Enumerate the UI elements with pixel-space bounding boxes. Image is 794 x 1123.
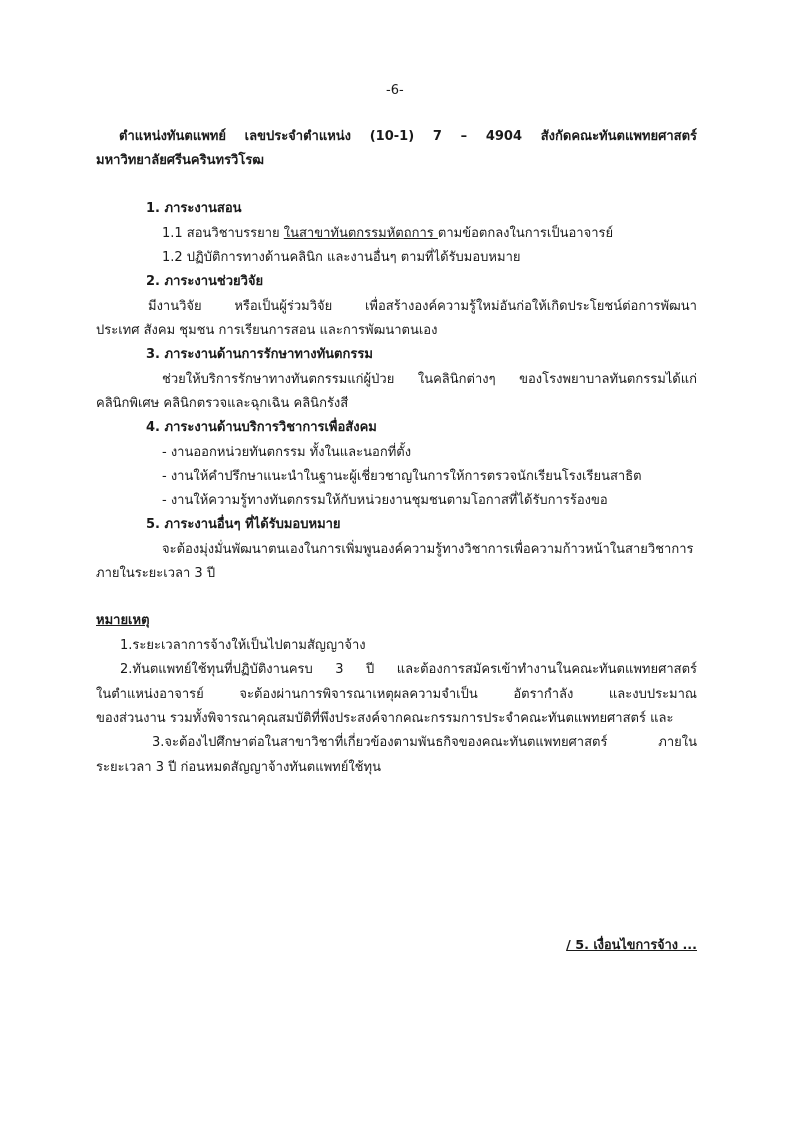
- research-line-1: มีงานวิจัย หรือเป็นผู้ร่วมวิจัย เพื่อสร้างองค์ความรู้ใหม่อันก่อให้เกิดประโยชน์ต่อการพัฒนา: [148, 299, 697, 314]
- service-item-1: - งานออกหน่วยทันตกรรม ทั้งในและนอกที่ตั้ง: [162, 445, 412, 460]
- treatment-line-2: คลินิกพิเศษ คลินิกตรวจและฉุกเฉิน คลินิกรังสี: [96, 396, 349, 411]
- service-heading: 4. ภาระงานด้านบริการวิชาการเพื่อสังคม: [146, 420, 377, 435]
- treatment-heading: 3. ภาระงานด้านการรักษาทางทันตกรรม: [146, 347, 373, 362]
- other-line-2: ภายในระยะเวลา 3 ปี: [96, 566, 216, 581]
- page-number: -6-: [386, 83, 404, 98]
- note-3-line-1: 3.จะต้องไปศึกษาต่อในสาขาวิชาที่เกี่ยวข้องตามพันธกิจของคณะทันตแพทยศาสตร์ ภายใน: [152, 735, 697, 750]
- teaching-item-1: [162, 225, 613, 243]
- note-2-line-1: 2.ทันตแพทย์ใช้ทุนที่ปฏิบัติงานครบ 3 ปี และต้องการสมัครเข้าทำงานในคณะทันตแพทยศาสตร์: [120, 662, 697, 677]
- other-line-1: จะต้องมุ่งมั่นพัฒนาตนเองในการเพิ่มพูนองค์ความรู้ทางวิชาการเพื่อความก้าวหน้าในสายวิชาการ: [162, 542, 694, 557]
- position-line-1: ตำแหน่งทันตแพทย์ เลขประจำตำแหน่ง (10-1) 7 – 4904 สังกัดคณะทันตแพทยศาสตร์: [119, 129, 697, 144]
- research-line-2: ประเทศ สังคม ชุมชน การเรียนการสอน และการพัฒนาตนเอง: [96, 323, 438, 338]
- treatment-line-1: ช่วยให้บริการรักษาทางทันตกรรมแก่ผู้ป่วย ในคลินิกต่างๆ ของโรงพยาบาลทันตกรรมได้แก่: [162, 372, 697, 387]
- teaching-item-2: 1.2 ปฏิบัติการทางด้านคลินิก และงานอื่นๆ ตามที่ได้รับมอบหมาย: [162, 250, 521, 265]
- service-item-3: - งานให้ความรู้ทางทันตกรรมให้กับหน่วยงานชุมชนตามโอกาสที่ได้รับการร้องขอ: [162, 493, 608, 508]
- continuation-marker: / 5. เงื่อนไขการจ้าง ...: [566, 938, 697, 953]
- note-2-line-3: ของส่วนงาน รวมทั้งพิจารณาคุณสมบัติที่พึงประสงค์จากคณะกรรมการประจำคณะทันตแพทยศาสตร์ และ: [96, 711, 674, 726]
- teaching-item-1-underlined: ในสาขาทันตกรรมหัตถการ: [283, 226, 438, 241]
- service-item-2: - งานให้คำปรึกษาแนะนำในฐานะผู้เชี่ยวชาญในการให้การตรวจนักเรียนโรงเรียนสาธิต: [162, 469, 642, 484]
- teaching-item-1-suffix: ตามข้อตกลงในการเป็นอาจารย์: [437, 226, 614, 241]
- note-3-line-2: ระยะเวลา 3 ปี ก่อนหมดสัญญาจ้างทันตแพทย์ใช้ทุน: [96, 760, 381, 775]
- other-heading: 5. ภาระงานอื่นๆ ที่ได้รับมอบหมาย: [146, 517, 341, 532]
- position-line-2: มหาวิทยาลัยศรีนครินทรวิโรฒ: [96, 153, 265, 168]
- note-1: 1.ระยะเวลาการจ้างให้เป็นไปตามสัญญาจ้าง: [120, 638, 366, 653]
- research-heading: 2. ภาระงานช่วยวิจัย: [146, 274, 264, 289]
- note-2-line-2: ในตำแหน่งอาจารย์ จะต้องผ่านการพิจารณาเหตุผลความจำเป็น อัตรากำลัง และงบประมาณ: [96, 687, 697, 702]
- teaching-heading: 1. ภาระงานสอน: [146, 201, 242, 216]
- notes-heading: หมายเหตุ: [96, 613, 150, 628]
- teaching-item-1-prefix: 1.1 สอนวิชาบรรยาย: [162, 226, 284, 241]
